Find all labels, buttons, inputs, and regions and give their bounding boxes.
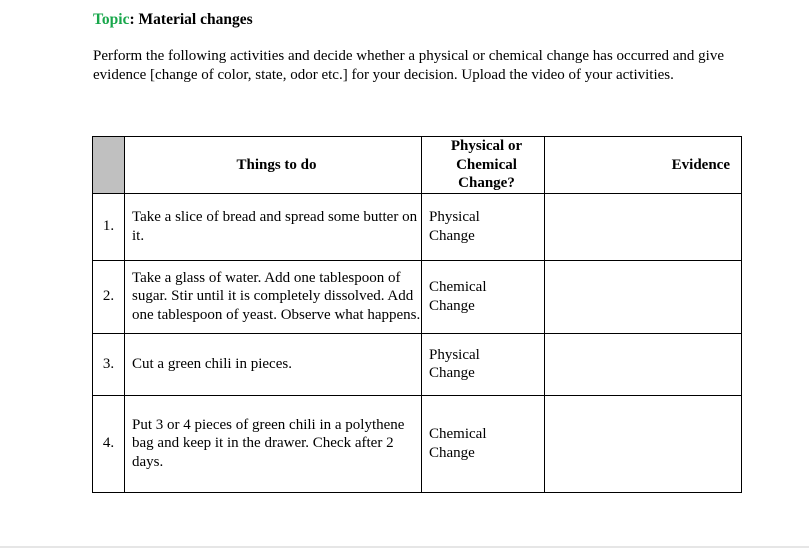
row-evidence: [545, 395, 742, 492]
topic-heading: [93, 10, 253, 30]
row-change-type: [422, 260, 545, 333]
topic-title: Material changes: [138, 11, 253, 28]
table-header-row: [93, 137, 742, 194]
table-row: [93, 333, 742, 395]
row-change-type: [422, 193, 545, 260]
row-task: Put 3 or 4 pieces of green chili in a polythene bag and keep it in the drawer. Check after 2 days.: [125, 395, 422, 492]
row-number: 4.: [93, 395, 125, 492]
row-evidence: [545, 193, 742, 260]
header-number-cell: [93, 137, 125, 194]
change-type-line2: Change: [429, 365, 475, 381]
row-task: Take a slice of bread and spread some butter on it.: [125, 193, 422, 260]
change-type-line2: Change: [429, 227, 475, 244]
change-type-line1: Chemical: [429, 426, 487, 442]
table-row: [93, 260, 742, 333]
header-change-cell: [422, 137, 545, 194]
topic-separator: :: [129, 11, 139, 28]
row-change-type: [422, 333, 545, 395]
change-type-line2: Change: [429, 444, 475, 461]
change-type-line1: Physical: [429, 209, 480, 225]
header-change-line3: Change?: [458, 175, 515, 191]
activities-table: [92, 136, 742, 493]
table-row: [93, 395, 742, 492]
row-evidence: [545, 260, 742, 333]
row-number: 2.: [93, 260, 125, 333]
topic-label: Topic: [93, 11, 130, 28]
instructions-paragraph: Perform the following activities and decide whether a physical or chemical change has occurred and give evidence [change of color, state, odor etc.] for your decision. Upload the video of your activities.: [93, 48, 725, 83]
row-evidence: [545, 333, 742, 395]
row-number: 3.: [93, 333, 125, 395]
page-bottom-divider: [0, 546, 809, 548]
header-evidence-cell: Evidence: [545, 137, 742, 194]
change-type-line1: Physical: [429, 346, 480, 363]
change-type-line1: Chemical: [429, 279, 487, 295]
row-task: Cut a green chili in pieces.: [125, 333, 422, 395]
header-change-line1: Physical or: [450, 138, 523, 154]
row-task: Take a glass of water. Add one tablespoon of sugar. Stir until it is completely dissolved. Add one tablespoon of yeast. Observe what happens.: [125, 260, 422, 333]
row-number: 1.: [93, 193, 125, 260]
header-task-cell: Things to do: [125, 137, 422, 194]
table-row: [93, 193, 742, 260]
change-type-line2: Change: [429, 297, 475, 314]
row-change-type: [422, 395, 545, 492]
header-change-line2: Chemical: [456, 156, 517, 173]
